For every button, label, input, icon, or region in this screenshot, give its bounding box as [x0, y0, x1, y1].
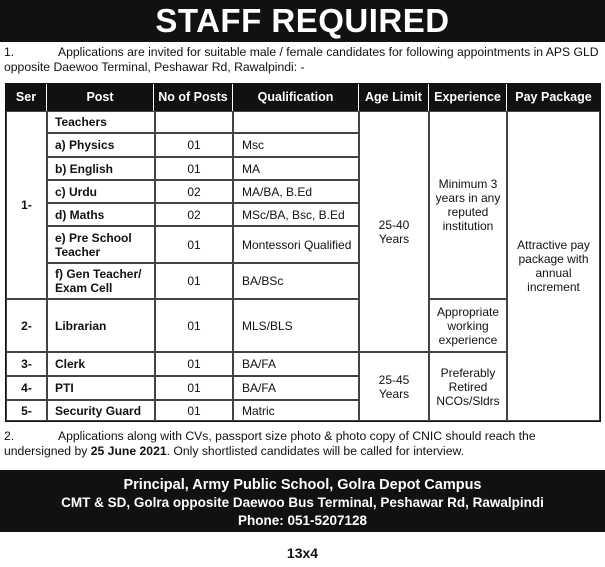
post-urdu: c) Urdu — [47, 180, 155, 203]
closing-text-after: . Only shortlisted candidates will be called for interview. — [166, 444, 465, 458]
footer-principal: Principal, Army Public School, Golra Depot Campus — [123, 477, 482, 493]
qual-physics: Msc — [233, 133, 359, 157]
header-qualification: Qualification — [233, 84, 358, 111]
intro-text: Applications are invited for suitable male / female candidates for following appointments in APS GLD opposite Daewoo Terminal, Peshawar Rd, Rawalpindi: - — [4, 45, 599, 74]
qual-librarian: MLS/BLS — [233, 299, 359, 352]
page-title: STAFF REQUIRED — [0, 0, 605, 42]
count-librarian: 01 — [155, 299, 233, 352]
qual-gen-teacher: BA/BSc — [233, 263, 359, 299]
ser-5: 5- — [6, 400, 47, 421]
count-clerk: 01 — [155, 352, 233, 376]
age-limit-group-1: 25-40 Years — [359, 111, 429, 352]
ser-3: 3- — [6, 352, 47, 376]
deadline-date: 25 June 2021 — [90, 444, 167, 458]
count-english: 01 — [155, 157, 233, 180]
pay-package: Attractive pay package with annual increment — [507, 111, 600, 421]
post-pre-school-teacher: e) Pre School Teacher — [47, 226, 155, 263]
ser-2: 2- — [6, 299, 47, 352]
count-gen-teacher: 01 — [155, 263, 233, 299]
closing-number: 2. — [4, 429, 15, 443]
count-pti: 01 — [155, 376, 233, 400]
count-urdu: 02 — [155, 180, 233, 203]
experience-group-3: Preferably Retired NCOs/Sldrs — [429, 352, 507, 421]
teachers-qual-empty — [233, 111, 359, 133]
teachers-label: Teachers — [47, 111, 155, 133]
qual-urdu: MA/BA, B.Ed — [233, 180, 359, 203]
vacancy-table — [5, 83, 601, 422]
closing-text-before: Applications along with CVs, passport size photo & photo copy of CNIC should reach the undersigned by — [4, 429, 536, 458]
qual-maths: MSc/BA, Bsc, B.Ed — [233, 203, 359, 226]
age-limit-group-3: 25-45 Years — [359, 352, 429, 421]
experience-group-1: Minimum 3 years in any reputed institution — [429, 111, 507, 299]
ad-size-code: 13x4 — [286, 545, 319, 561]
qual-clerk: BA/FA — [233, 352, 359, 376]
contact-footer — [0, 470, 605, 532]
post-clerk: Clerk — [47, 352, 155, 376]
post-pti: PTI — [47, 376, 155, 400]
header-experience: Experience — [429, 84, 506, 111]
header-no-of-posts: No of Posts — [154, 84, 232, 111]
footer-phone: Phone: 051-5207128 — [237, 513, 368, 528]
post-librarian: Librarian — [47, 299, 155, 352]
header-post: Post — [47, 84, 153, 111]
intro-paragraph — [4, 45, 601, 75]
qual-pre-school-teacher: Montessori Qualified — [233, 226, 359, 263]
experience-group-2: Appropriate working experience — [429, 299, 507, 352]
qual-english: MA — [233, 157, 359, 180]
qual-pti: BA/FA — [233, 376, 359, 400]
intro-number: 1. — [4, 45, 15, 59]
count-pre-school-teacher: 01 — [155, 226, 233, 263]
closing-paragraph — [4, 429, 601, 459]
count-security-guard: 01 — [155, 400, 233, 421]
count-physics: 01 — [155, 133, 233, 157]
header-age-limit: Age Limit — [359, 84, 428, 111]
footer-address: CMT & SD, Golra opposite Daewoo Bus Terminal, Peshawar Rd, Rawalpindi — [61, 495, 544, 510]
header-ser: Ser — [6, 84, 46, 111]
post-gen-teacher: f) Gen Teacher/ Exam Cell — [47, 263, 155, 299]
header-pay-package: Pay Package — [507, 84, 600, 111]
qual-security-guard: Matric — [233, 400, 359, 421]
post-security-guard: Security Guard — [47, 400, 155, 421]
teachers-count-empty — [155, 111, 233, 133]
post-physics: a) Physics — [47, 133, 155, 157]
post-english: b) English — [47, 157, 155, 180]
post-maths: d) Maths — [47, 203, 155, 226]
count-maths: 02 — [155, 203, 233, 226]
ser-1: 1- — [6, 111, 47, 299]
ser-4: 4- — [6, 376, 47, 400]
